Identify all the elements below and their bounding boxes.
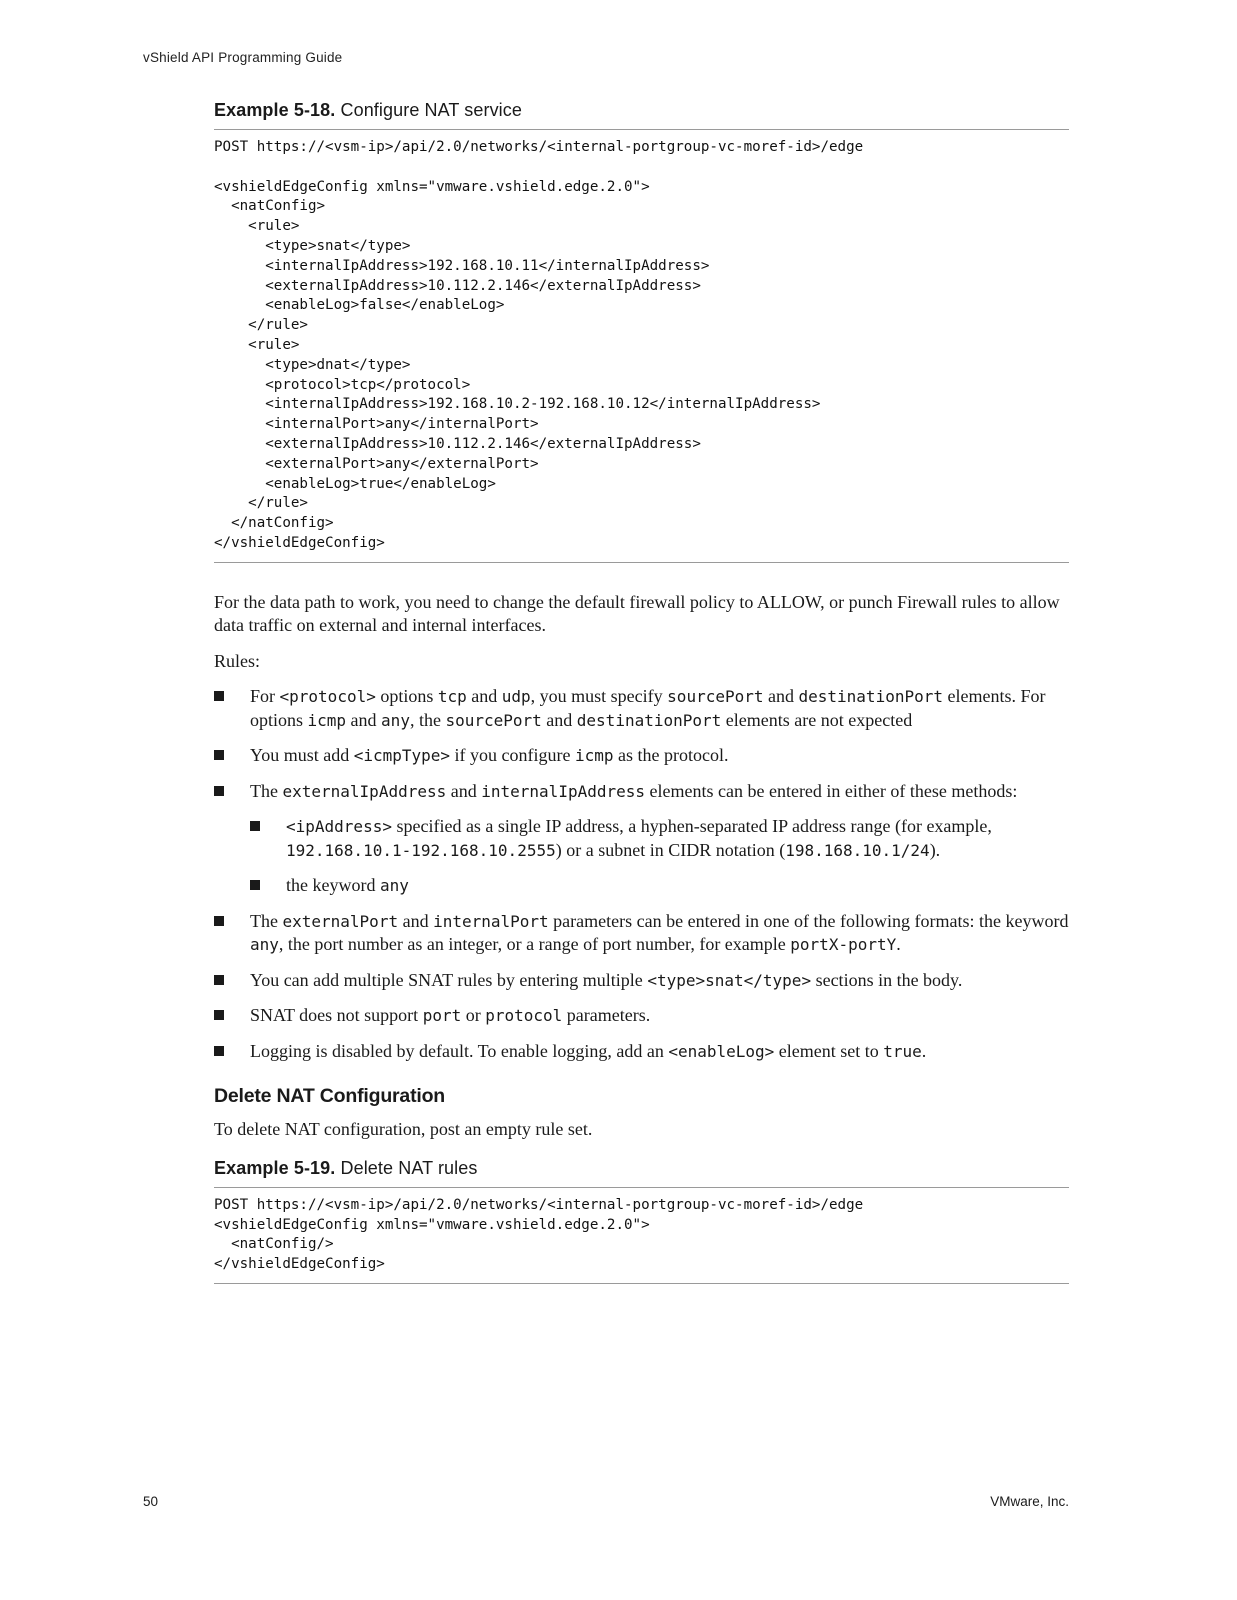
- example-bottom-rule: [214, 562, 1069, 563]
- running-header: vShield API Programming Guide: [143, 50, 343, 65]
- rule-item: You must add <icmpType> if you configure icmp as the protocol.: [214, 744, 1069, 768]
- example-caption: Delete NAT rules: [340, 1157, 478, 1178]
- square-bullet-icon: [214, 786, 224, 796]
- square-bullet-icon: [214, 975, 224, 985]
- rule-item: SNAT does not support port or protocol parameters.: [214, 1004, 1069, 1028]
- rule-item: Logging is disabled by default. To enable logging, add an <enableLog> element set to true.: [214, 1040, 1069, 1064]
- code-block-delete-nat: POST https://<vsm-ip>/api/2.0/networks/<internal-portgroup-vc-moref-id>/edge <vshieldEdgeConfig xmlns="vmware.vshield.edge.2.0"> <natConfig/> </vshieldEdgeConfig>: [214, 1196, 864, 1273]
- square-bullet-icon: [214, 750, 224, 760]
- example-caption: Configure NAT service: [340, 100, 522, 120]
- rule-subitem: <ipAddress> specified as a single IP address, a hyphen-separated IP address range (for example, 192.168.10.1-192.168.10.2555) or a subnet in CIDR notation (198.168.10.1/24).: [250, 815, 1069, 862]
- intro-paragraph: For the data path to work, you need to change the default firewall policy to ALLOW, or punch Firewall rules to allow data traffic on external and internal interfaces.: [214, 591, 1060, 636]
- rules-label: Rules:: [214, 650, 261, 671]
- rule-item: You can add multiple SNAT rules by entering multiple <type>snat</type> sections in the body.: [214, 969, 1069, 993]
- example-5-18-title: [214, 100, 1069, 121]
- section-heading: Delete NAT Configuration: [214, 1085, 445, 1108]
- publisher: VMware, Inc.: [990, 1494, 1069, 1509]
- rules-sublist: [250, 815, 1069, 898]
- example-bottom-rule: [214, 1283, 1069, 1284]
- rule-item: The externalIpAddress and internalIpAddress elements can be entered in either of these methods: <ipAddress> specified as a single IP address, a hyphen-separated IP address range (for example, 192.168.10.1-192.168.10.2555) or a subnet in CIDR notation (198.168.10.1/24). the keyword any: [214, 780, 1069, 898]
- rule-item: The externalPort and internalPort parameters can be entered in one of the following formats: the keyword any, the port number as an integer, or a range of port number, for example portX-portY.: [214, 910, 1069, 957]
- code-block-configure-nat: POST https://<vsm-ip>/api/2.0/networks/<internal-portgroup-vc-moref-id>/edge <vshieldEdgeConfig xmlns="vmware.vshield.edge.2.0"> <natConfig> <rule> <type>snat</type> <internalIpAddress>192.168.10.11</internalIpAddress> <externalIpAddress>10.112.2.146</externalIpAddress> <enableLog>false</enableLog> </rule> <rule> <type>dnat</type> <protocol>tcp</protocol> <internalIpAddress>192.168.10.2-192.168.10.12</internalIpAddress> <internalPort>any</internalPort> <externalIpAddress>10.112.2.146</externalIpAddress> <externalPort>any</externalPort> <enableLog>true</enableLog> </rule> </natConfig> </vshieldEdgeConfig>: [214, 139, 864, 551]
- rules-list: [214, 685, 1069, 1063]
- example-5-19-title: [214, 1158, 1069, 1179]
- square-bullet-icon: [250, 880, 260, 890]
- section-paragraph: To delete NAT configuration, post an empty rule set.: [214, 1119, 593, 1140]
- example-number: Example 5-19.: [214, 1157, 336, 1178]
- example-top-rule: [214, 1187, 1069, 1188]
- square-bullet-icon: [214, 1010, 224, 1020]
- rule-item: For <protocol> options tcp and udp, you must specify sourcePort and destinationPort elements. For options icmp and any, the sourcePort and destinationPort elements are not expected: [214, 685, 1069, 732]
- square-bullet-icon: [214, 691, 224, 701]
- rule-subitem: the keyword any: [250, 874, 1069, 898]
- page-content: [214, 100, 1069, 1284]
- example-top-rule: [214, 129, 1069, 130]
- page-number: 50: [143, 1494, 159, 1509]
- square-bullet-icon: [250, 821, 260, 831]
- example-number: Example 5-18.: [214, 100, 336, 120]
- square-bullet-icon: [214, 916, 224, 926]
- square-bullet-icon: [214, 1046, 224, 1056]
